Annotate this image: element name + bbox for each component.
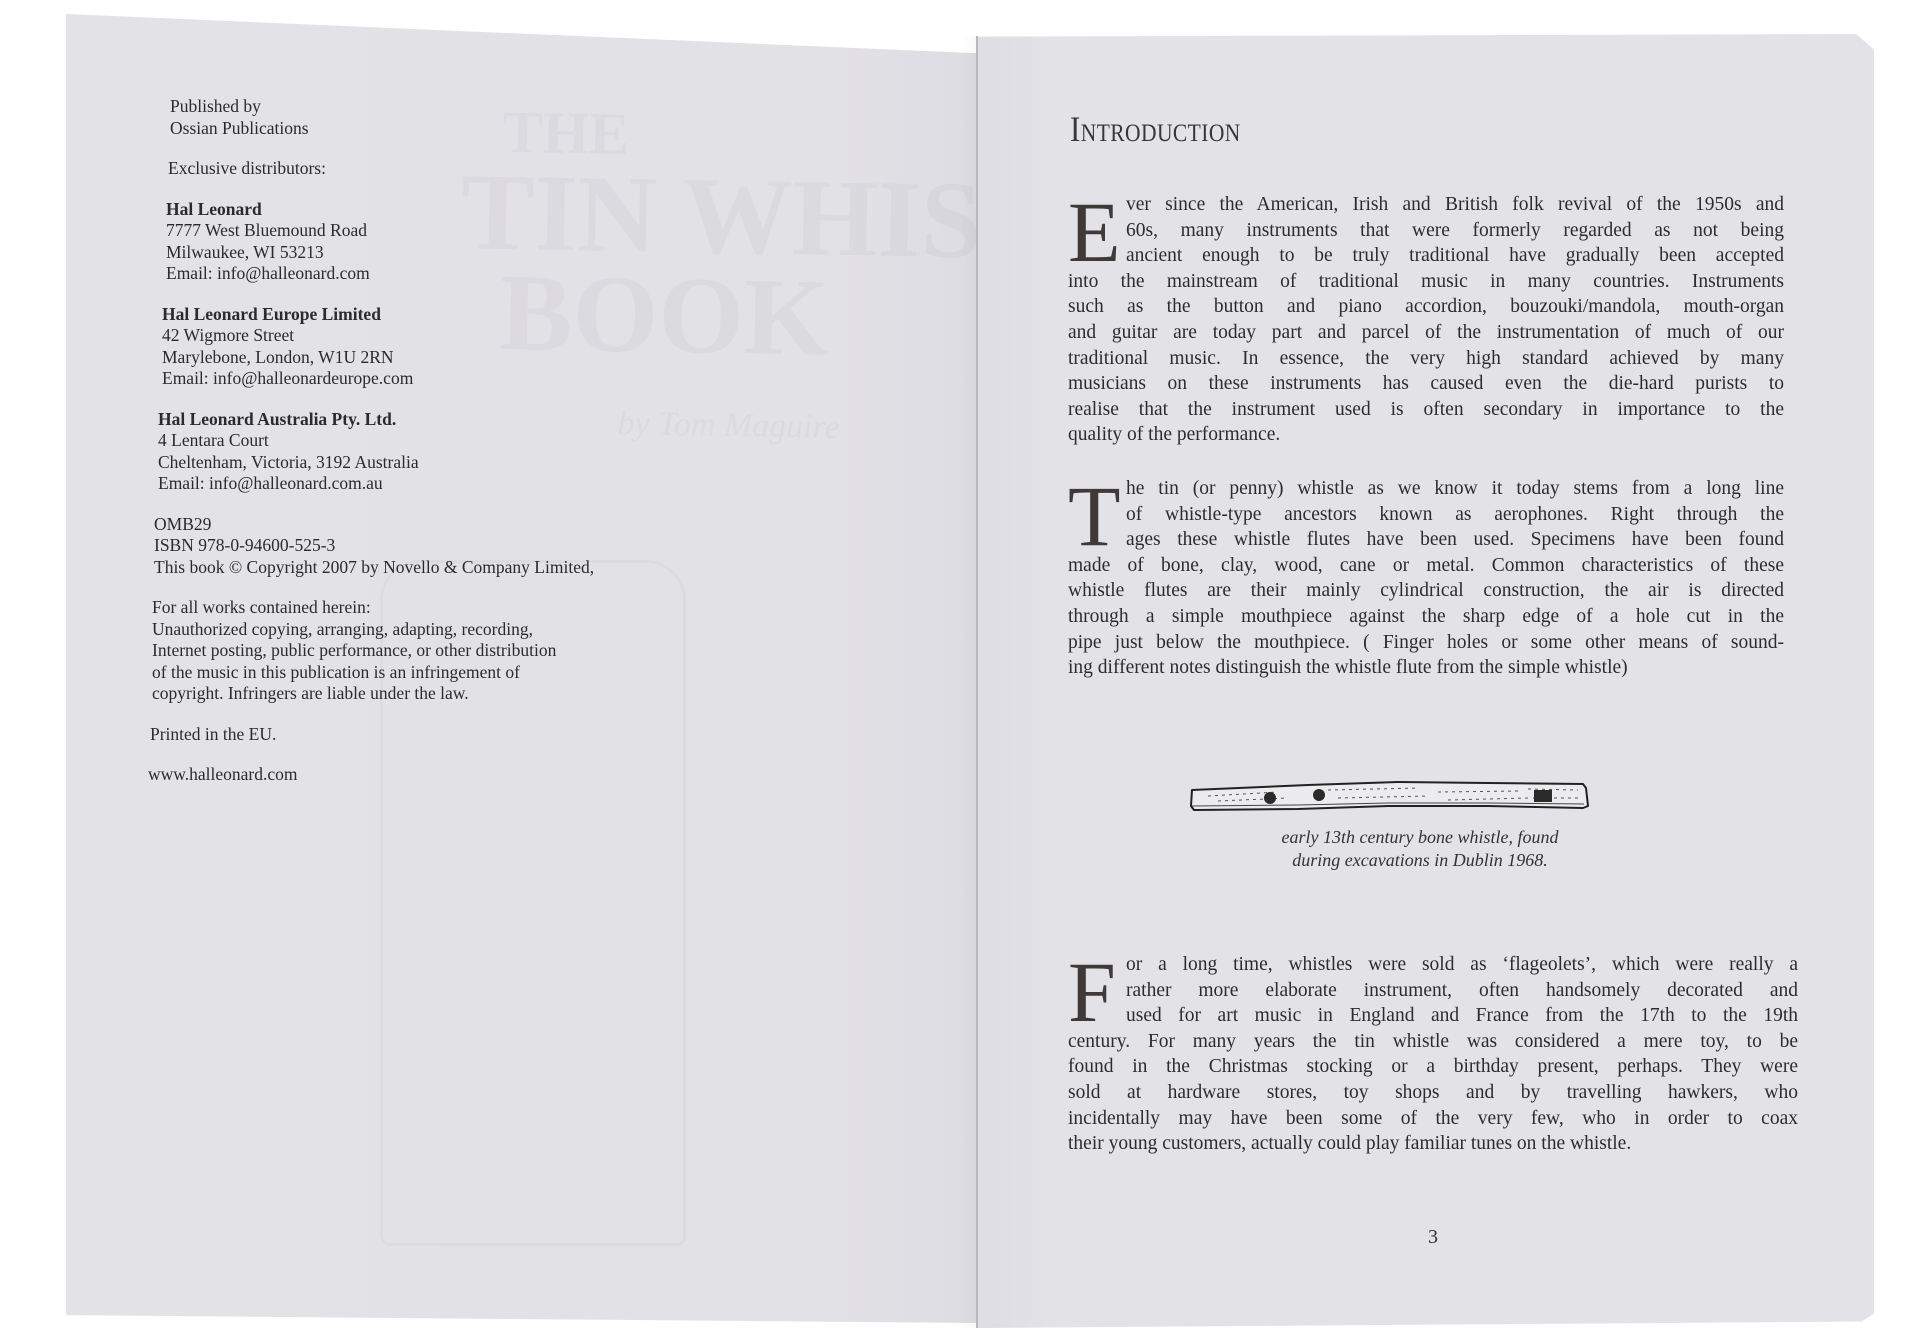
caption-line: during excavations in Dublin 1968. [1292,850,1548,870]
isbn: ISBN 978-0-94600-525-3 [154,535,336,555]
dropcap: F [1068,944,1116,1040]
text-line: such as the button and piano accordion, bouzouki/mandola, mouth-organ [1068,296,1784,318]
distributor-name: Hal Leonard [166,198,262,219]
publisher-block [170,96,710,139]
text-line: used for art music in England and France from the 17th to the 19th [1126,1005,1798,1027]
text-line: rather more elaborate instrument, often handsomely decorated and [1126,979,1798,1001]
distributor-name: Hal Leonard Europe Limited [162,303,381,324]
distributors-label: Exclusive distributors: [168,158,326,178]
distributor-address: 4 Lentara Court [158,430,269,450]
notice-line: of the music in this publication is an infringement of [152,661,520,682]
paragraph-3 [1068,944,1798,1157]
distributor-address: Marylebone, London, W1U 2RN [162,346,394,367]
distributor-hal-leonard-australia [158,409,710,495]
text-line: 60s, many instruments that were formerly regarded as not being [1126,219,1784,241]
publisher-name: Ossian Publications [170,117,309,138]
text-line: ancient enough to be truly traditional have gradually been accepted [1126,245,1784,267]
text-line: he tin (or penny) whistle as we know it today stems from a long line [1126,478,1784,499]
website: www.halleonard.com [148,764,298,784]
caption-line: early 13th century bone whistle, found [1281,827,1559,847]
text-line: realise that the instrument used is often secondary in importance to the [1068,398,1784,420]
text-line: whistle flutes are their mainly cylindrical construction, the air is directed [1068,580,1784,602]
distributor-name: Hal Leonard Australia Pty. Ltd. [158,408,397,429]
text-line: incidentally may have been some of the very few, who in order to coax [1068,1107,1798,1129]
printed-block [150,724,710,746]
book-spine [976,36,978,1328]
notice-line: Unauthorized copying, arranging, adapting, recording, [152,618,533,639]
spine-shadow [960,36,976,1328]
text-line: pipe just below the mouthpiece. ( Finger holes or some other means of sound- [1068,631,1784,653]
distributor-email: Email: info@halleonard.com.au [158,473,383,493]
text-line: their young customers, actually could play familiar tunes on the whistle. [1068,1133,1632,1155]
copyright-notice [152,597,710,705]
distributor-address: Cheltenham, Victoria, 3192 Australia [158,451,419,472]
catalog-block [154,514,710,579]
figure-caption [1200,826,1640,872]
publisher-label: Published by [170,96,261,116]
imprint-block [150,96,710,805]
bone-whistle-drawing [1188,776,1598,818]
distributor-address: 42 Wigmore Street [162,325,295,345]
paragraph-1 [1068,184,1784,448]
text-line: ages these whistle flutes have been used. Specimens have been found [1126,529,1784,551]
dropcap: T [1068,468,1121,564]
text-line: musicians on these instruments has caused even the die-hard purists to [1068,373,1784,395]
text-line: found in the Christmas stocking or a birthday present, perhaps. They were [1068,1056,1798,1078]
bone-whistle-illustration-icon [1188,776,1598,818]
text-line: and guitar are today part and parcel of the instrumentation of much of our [1068,321,1784,343]
notice-line: copyright. Infringers are liable under the law. [152,683,469,703]
catalog-number: OMB29 [154,513,212,534]
text-line: or a long time, whistles were sold as ‘flageolets’, which were really a [1126,954,1798,975]
distributor-email: Email: info@halleonard.com [166,263,370,283]
notice-line: For all works contained herein: [152,597,371,617]
text-line: through a simple mouthpiece against the sharp edge of a hole cut in the [1068,605,1784,627]
text-line: into the mainstream of traditional music in many countries. Instruments [1068,270,1784,292]
page-number: 3 [1428,1226,1438,1248]
text-line: ver since the American, Irish and British folk revival of the 1950s and [1126,194,1784,215]
text-line: ing different notes distinguish the whistle flute from the simple whistle) [1068,657,1628,679]
distributor-address: 7777 West Bluemound Road [166,220,367,240]
text-line: sold at hardware stores, toy shops and by travelling hawkers, who [1068,1081,1798,1103]
dropcap: E [1068,184,1121,280]
notice-line: Internet posting, public performance, or other distribution [152,640,557,660]
text-line: made of bone, clay, wood, cane or metal. Common characteristics of these [1068,554,1784,576]
text-line: traditional music. In essence, the very high standard achieved by many [1068,347,1784,369]
distributor-email: Email: info@halleonardeurope.com [162,368,414,388]
distributors-label-block [168,158,710,180]
page-title: Introduction [1070,109,1241,149]
distributor-address: Milwaukee, WI 53213 [166,241,324,262]
distributor-hal-leonard-europe [162,304,710,390]
printed-in: Printed in the EU. [150,723,277,744]
copyright-line: This book © Copyright 2007 by Novello & Company Limited, [154,556,595,577]
website-block [148,764,710,786]
text-line: of whistle-type ancestors known as aerophones. Right through the [1126,503,1784,525]
text-line: quality of the performance. [1068,424,1281,446]
text-line: century. For many years the tin whistle was considered a mere toy, to be [1068,1030,1798,1052]
distributor-hal-leonard [166,199,710,285]
paragraph-2 [1068,468,1784,681]
